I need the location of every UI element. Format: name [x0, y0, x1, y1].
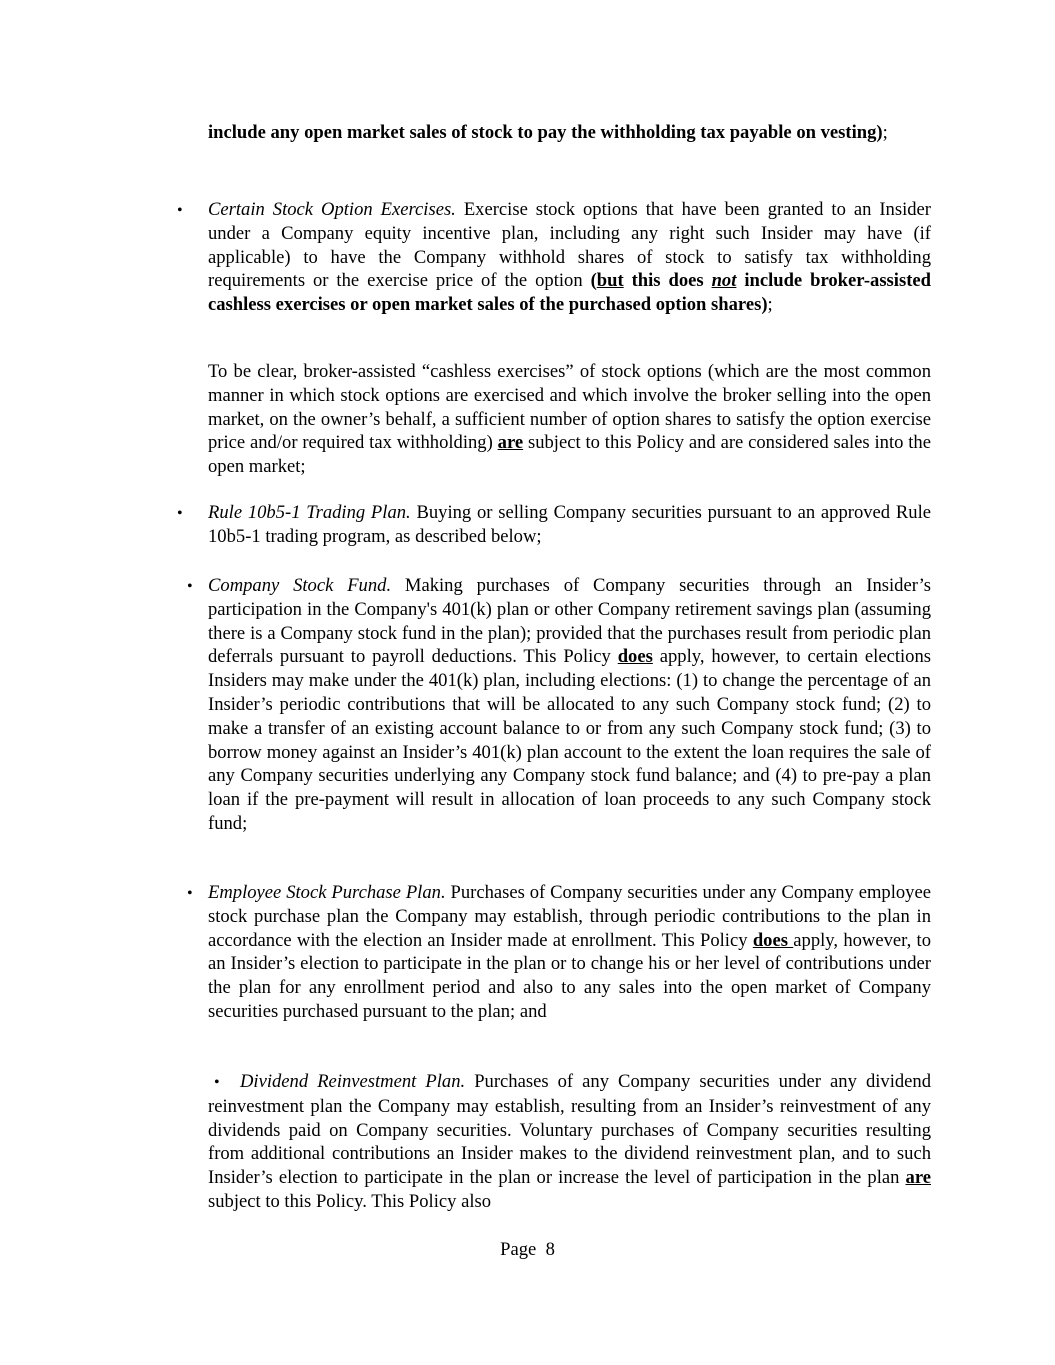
item-body: Purchases of Company securities under any Company employee stock purchase plan the Company may establish, through periodic contributions to the plan in accordance with the election an Insider made at enrollment. This Policy	[208, 882, 931, 951]
continuation-trail: ;	[882, 122, 888, 143]
item-title: Company Stock Fund.	[208, 575, 392, 596]
continuation-text: include any open market sales of stock to pay the withholding tax payable on vesting)	[208, 122, 883, 143]
page-footer	[0, 1238, 1055, 1262]
page-number: 8	[545, 1239, 555, 1260]
list-item-employee-stock-purchase-plan	[208, 881, 931, 1024]
list-item-rule-10b5-1	[208, 501, 931, 549]
item-bold-underline-italic-text: not	[711, 270, 737, 292]
item-bold-text: include broker-assisted cashless exercises or open market sales of the purchased option shares)	[208, 270, 931, 316]
note-text: To be clear, broker-assisted “cashless exercises” of stock options (which are the most common manner in which stock options are exercised and which involve the broker selling into the open market, on the owner’s behalf, a sufficient number of option shares to satisfy the option exercise price and/or required tax withholding)	[208, 361, 931, 454]
note-text: subject to this Policy and are considered sales into the open market;	[208, 432, 931, 478]
item-trail: ;	[767, 294, 773, 316]
list-item-stock-option-exercises	[208, 198, 931, 317]
item-bold-text: (	[590, 270, 597, 292]
item-bold-underline-text: but	[596, 270, 624, 292]
item-emphasis: does	[617, 646, 653, 668]
bullet-icon: •	[187, 578, 193, 595]
bullet-icon: •	[177, 202, 183, 219]
list-item-company-stock-fund	[208, 574, 931, 836]
item-body: apply, however, to an Insider’s election to participate in the plan or to change his or her level of contributions under the plan for any enrollment period and also to any sales into the open market of Company securities purchased pursuant to the plan; and	[208, 929, 931, 1022]
item-body: Buying or selling Company securities pursuant to an approved Rule 10b5-1 trading program, as described below;	[208, 502, 931, 547]
item-body: Making purchases of Company securities through an Insider’s participation in the Company's 401(k) plan or other Company retirement savings plan (assuming there is a Company stock fund in the plan); provided that the purchases result from periodic plan deferrals pursuant to payroll deductions. This Policy	[208, 575, 931, 668]
item-body: Exercise stock options that have been granted to an Insider under a Company equity incentive plan, including any right such Insider may have (if applicable) to have the Company withhold shares of stock to satisfy tax withholding requirements or the exercise price of the option	[208, 199, 931, 292]
item-body: Purchases of any Company securities under any dividend reinvestment plan the Company may establish, resulting from an Insider’s reinvestment of any dividends paid on Company securities. Voluntary purchases of Company securities resulting from additional contributions an Insider makes to the dividend reinvestment plan, and to such Insider’s election to participate in the plan or increase the level of participation in the plan	[208, 1071, 932, 1189]
item-title: Employee Stock Purchase Plan.	[208, 882, 446, 903]
item-emphasis: are	[905, 1167, 931, 1189]
item-title: Rule 10b5-1 Trading Plan.	[208, 502, 411, 523]
item-title: Dividend Reinvestment Plan.	[240, 1071, 466, 1092]
item-bold-text: this does	[623, 270, 712, 292]
list-item-dividend-reinvestment-plan	[208, 1070, 931, 1214]
continuation-paragraph	[208, 121, 931, 145]
bullet-icon: •	[187, 885, 193, 902]
item-body: apply, however, to certain elections Insiders may make under the 401(k) plan, including elections: (1) to change the percentage of an Insider’s periodic contributions that will be allocated to any such Company stock fund; (2) to make a transfer of an existing account balance to or from any such Company stock fund; (3) to borrow money against an Insider’s 401(k) plan account to the extent the loan requires the sale of any Company securities underlying any Company stock fund balance; and (4) to pre-pay a plan loan if the pre-payment will result in allocation of loan proceeds to any such Company stock fund;	[208, 646, 931, 834]
item-body: subject to this Policy. This Policy also	[208, 1190, 492, 1212]
note-emphasis: are	[497, 432, 524, 454]
page-label: Page	[500, 1239, 537, 1260]
bullet-icon: •	[214, 1074, 220, 1091]
item-title: Certain Stock Option Exercises.	[208, 199, 456, 220]
cashless-exercise-note	[208, 360, 931, 479]
item-emphasis: does	[752, 929, 794, 951]
bullet-icon: •	[177, 505, 183, 522]
